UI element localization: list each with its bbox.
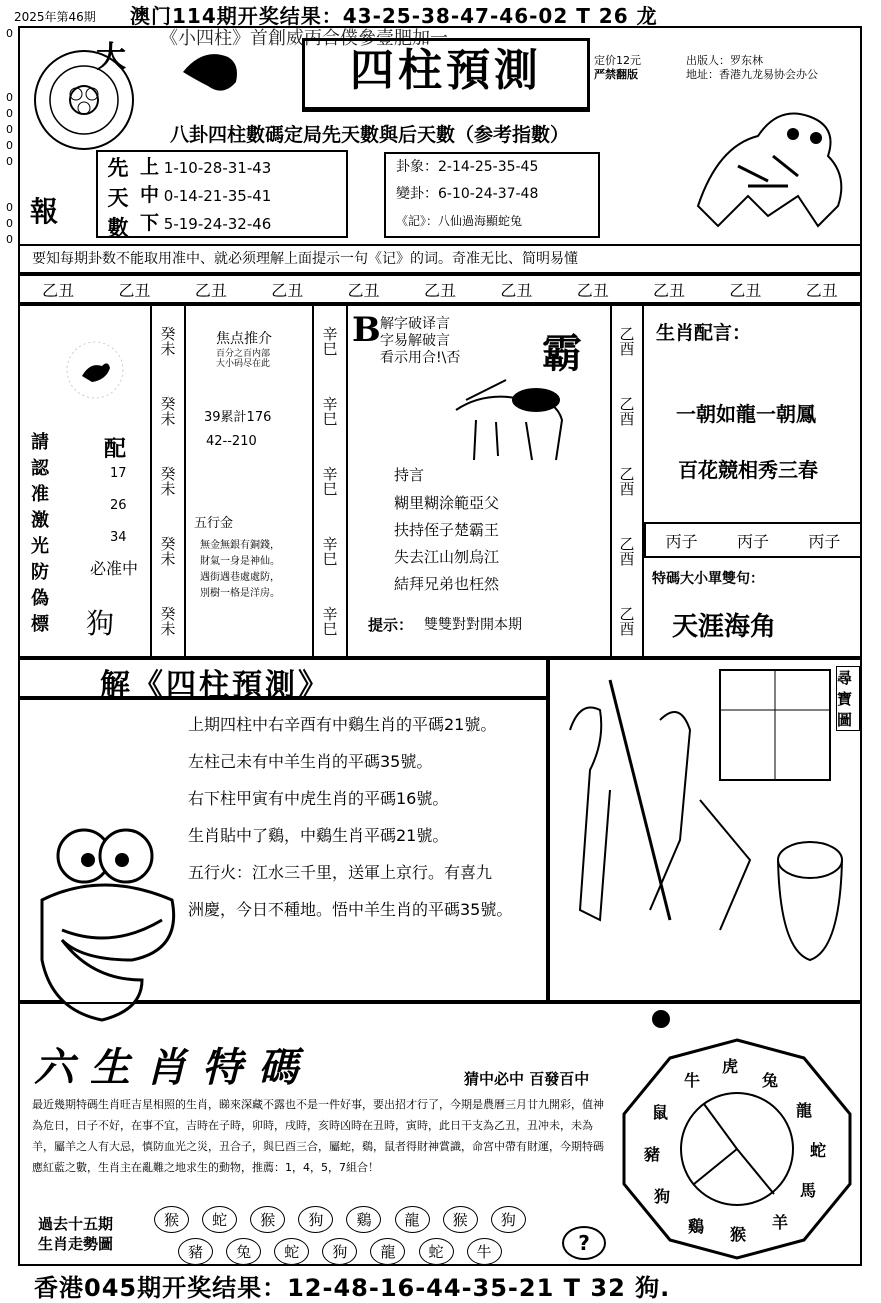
jie-line: 生肖貼中了鷄，中鷄生肖平碼21號。 [188, 826, 449, 845]
address-label: 地址：香港九龙易协会办公 [686, 68, 818, 81]
guiwei-cell: 癸未 [158, 606, 177, 636]
publisher-label: 出版人：罗东林 [686, 54, 763, 67]
rooster-icon [60, 340, 130, 404]
tip-text: 雙雙對對開本期 [424, 617, 522, 633]
subtitle: 《小四柱》首創威丙合僕參壹肥加一 [160, 28, 448, 49]
page-title: 四柱預測 [302, 38, 590, 112]
ganzhi-cell: 乙丑 [805, 280, 838, 300]
poem-line: 無金無銀有銅錢， [200, 540, 280, 551]
left-zero-column [6, 26, 16, 248]
zero-mark: 0 [6, 155, 13, 168]
poem-line: 失去江山刎烏江 [394, 548, 500, 566]
wuxing-title: 五行金 [194, 516, 234, 531]
dog-label: 狗 [86, 607, 115, 640]
yiyou-cell: 乙酉 [617, 466, 636, 496]
pei-number: 17 [110, 466, 127, 481]
lion-illustration [678, 86, 856, 240]
slogan: 猜中必中 百發百中 [464, 1070, 590, 1088]
trend-label-line: 生肖走勢圖 [38, 1235, 114, 1253]
guiwei-cell: 癸未 [158, 396, 177, 426]
zodiac-line: 百花競相秀三春 [678, 458, 818, 482]
ganzhi-cell: 乙丑 [729, 280, 762, 300]
bingzi-cell: 丙子 [808, 531, 841, 551]
gua-row: 《記》：八仙過海顯蛇兔 [396, 214, 523, 228]
seal-icon [36, 52, 132, 148]
poem-line: 別樹一格是洋房。 [200, 588, 280, 599]
tip-label: 提示： [368, 616, 414, 634]
wheel-label: 牛 [684, 1071, 701, 1090]
jie-line: 右下柱甲寅有中虎生肖的平碼16號。 [188, 789, 449, 808]
seal-logo [34, 50, 134, 150]
anti-fake-vertical [28, 428, 52, 635]
trend-cell: 狗 [322, 1238, 357, 1265]
left-vertical-da: 大 [96, 40, 126, 75]
zero-mark: 0 [6, 233, 13, 246]
zero-mark: 0 [6, 217, 13, 230]
treasure-illustration [548, 658, 862, 1002]
trend-cell: 蛇 [419, 1238, 454, 1265]
jie-line: 五行火：江水三千里，送軍上京行。有喜九 [188, 863, 493, 882]
yiyou-column [610, 304, 644, 658]
wheel-label: 羊 [772, 1213, 789, 1232]
wheel-label: 狗 [654, 1187, 671, 1206]
question-mark: ? [562, 1226, 606, 1260]
zero-mark: 0 [6, 139, 13, 152]
wheel-label: 蛇 [810, 1141, 827, 1160]
hk-result: 香港045期开奖结果：12-48-16-44-35-21 T 32 狗. [34, 1274, 671, 1302]
ganzhi-cell: 乙丑 [423, 280, 456, 300]
zero-mark: 0 [6, 201, 13, 214]
ganzhi-cell: 乙丑 [194, 280, 227, 300]
xinsi-cell: 辛巳 [320, 326, 339, 356]
zodiac-title: 生肖配言： [656, 322, 752, 344]
price-label: 定价12元 [594, 54, 641, 67]
guiwei-cell: 癸未 [158, 326, 177, 356]
poem-title: 持言 [394, 466, 425, 484]
copyright-label: 严禁翻版 [594, 68, 638, 81]
zodiac-wheel [614, 1034, 860, 1264]
riddle-line: 字易解破言 [380, 333, 450, 349]
trend-row-1 [150, 1206, 530, 1233]
yiyou-cell: 乙酉 [617, 606, 636, 636]
ganzhi-cell: 乙丑 [42, 280, 75, 300]
xunbao-label: 尋寶圖 [836, 666, 860, 731]
guiwei-cell: 癸未 [158, 466, 177, 496]
bingzi-cell: 丙子 [665, 531, 698, 551]
hit-label: 必准中 [90, 559, 139, 578]
focus-stat: 42--210 [206, 434, 257, 449]
riddle-line: 解字破译言 [380, 316, 450, 332]
ganzhi-cell: 乙丑 [653, 280, 686, 300]
bingzi-cell: 丙子 [736, 531, 769, 551]
pei-number: 34 [110, 530, 127, 545]
wuxing-poem [200, 538, 280, 602]
riddle-line: 看示用合!\否 [380, 350, 461, 366]
pei-number: 26 [110, 498, 127, 513]
xinsi-cell: 辛巳 [320, 536, 339, 566]
special-title: 特碼大小單雙句： [652, 571, 764, 587]
poem-line: 遇街遇巷處處防， [200, 572, 280, 583]
ganzhi-cell: 乙丑 [271, 280, 304, 300]
trend-cell: 狗 [298, 1206, 333, 1233]
trend-cell: 鷄 [346, 1206, 381, 1233]
poem-line: 結拜兄弟也枉然 [394, 575, 500, 593]
xiantian-label: 天 [107, 186, 129, 210]
xinsi-column [312, 304, 348, 658]
trend-cell: 蛇 [202, 1206, 237, 1233]
poem-line: 扶持侄子楚霸王 [394, 521, 500, 539]
wheel-label: 馬 [800, 1181, 817, 1200]
trend-label-line: 過去十五期 [38, 1215, 114, 1233]
trend-cell: 猴 [250, 1206, 285, 1233]
xiantian-row: 下 5-19-24-32-46 [140, 212, 272, 234]
zero-mark: 0 [6, 123, 13, 136]
jie-line: 洲慶，今日不種地。悟中羊生肖的平碼35號。 [188, 900, 513, 919]
zero-mark: 0 [6, 107, 13, 120]
vertical-char: 偽 [31, 588, 49, 609]
riddle-b: B [352, 310, 381, 350]
bottom-big-title: 六生肖特碼 [34, 1044, 314, 1091]
special-value: 天涯海角 [672, 612, 777, 642]
xiantian-row: 中 0-14-21-35-41 [140, 184, 272, 206]
issue-label: 2025年第46期 [14, 10, 96, 24]
wheel-label: 猴 [730, 1225, 747, 1244]
trend-cell: 蛇 [274, 1238, 309, 1265]
bingzi-row [644, 522, 862, 558]
scene-icon [550, 660, 860, 1000]
xiantian-label: 數 [107, 216, 129, 240]
gua-row: 卦象：2-14-25-35-45 [396, 159, 539, 175]
xinsi-cell: 辛巳 [320, 396, 339, 426]
wheel-label: 豬 [644, 1145, 661, 1164]
focus-stat: 39累計176 [204, 410, 272, 425]
focus-title: 焦点推介 [216, 331, 272, 347]
poem-line: 財氣一身是神仙。 [200, 556, 280, 567]
poem-line: 糊里糊涂範亞父 [394, 494, 500, 512]
vertical-char: 請 [31, 432, 49, 453]
wheel-label: 兔 [762, 1071, 779, 1090]
xiantian-row: 上 1-10-28-31-43 [140, 156, 272, 178]
riddle-lines [380, 316, 460, 367]
wheel-label: 鼠 [652, 1103, 669, 1122]
gua-row: 變卦：6-10-24-37-48 [396, 186, 539, 202]
trend-cell: 猴 [154, 1206, 189, 1233]
jie-title: 解《四柱預測》 [100, 668, 331, 703]
trend-cell: 猴 [443, 1206, 478, 1233]
xinsi-cell: 辛巳 [320, 606, 339, 636]
left-vertical-bao: 報 [30, 195, 59, 228]
guiwei-cell: 癸未 [158, 536, 177, 566]
jie-line: 上期四柱中右辛酉有中鷄生肖的平碼21號。 [188, 715, 497, 734]
wheel-label: 鷄 [688, 1217, 705, 1236]
yiyou-cell: 乙酉 [617, 536, 636, 566]
guiwei-column [150, 304, 186, 658]
trend-label [38, 1214, 113, 1254]
section-heading: 八卦四柱數碼定局先天數與后天數（参考指數） [170, 124, 570, 146]
black-dot [652, 1010, 670, 1028]
trend-cell: 兔 [226, 1238, 261, 1265]
wheel-label: 虎 [722, 1057, 739, 1076]
yiyou-cell: 乙酉 [617, 396, 636, 426]
focus-sub: 大小码尽在此 [216, 359, 271, 369]
notice-bar: 要知每期卦数不能取用准中、就必须理解上面提示一句《记》的词。奇准无比、简明易懂 [18, 244, 862, 274]
bottom-paragraph: 最近幾期特碼生肖旺吉星相照的生肖，睇來深藏不露也不是一件好事，要出招才行了，今期是農曆三月廿九開彩，值神為危日，日子不好，在事不宜，吉時在子時，卯時，戌時，亥時凶時在丑時，寅時，此日干支為乙丑，丑冲未，未為羊，屬羊之人有大忌，慎防血光之災，丑合子，與巳酉三合，屬蛇，鷄，鼠者得財神賞識，命宮中帶有財運，今期特碼應紅藍之數，生肖主在亂難之地求生的動物，推薦：1，4，5，7組合！ [32, 1098, 604, 1174]
trend-cell: 牛 [467, 1238, 502, 1265]
yiyou-cell: 乙酉 [617, 326, 636, 356]
trend-cell: 豬 [178, 1238, 213, 1265]
jie-line: 左柱己未有中羊生肖的平碼35號。 [188, 752, 433, 771]
gua-box [384, 152, 600, 238]
zero-mark: 0 [6, 91, 13, 104]
riddle-poem [394, 490, 499, 598]
horse-sketch-icon [446, 370, 576, 474]
ganzhi-row [18, 274, 862, 304]
vertical-char: 光 [31, 536, 49, 557]
focus-sub: 百分之百内部 [216, 349, 271, 359]
macau-result: 澳门114期开奖结果：43-25-38-47-46-02 T 26 龙 [130, 4, 658, 28]
xiantian-label: 先 [107, 156, 129, 180]
ganzhi-cell: 乙丑 [347, 280, 380, 300]
vertical-char: 認 [31, 458, 49, 479]
xiantian-box [96, 150, 348, 238]
xinsi-cell: 辛巳 [320, 466, 339, 496]
vertical-char: 防 [31, 562, 49, 583]
bird-ink-icon [178, 42, 244, 104]
vertical-char: 准 [31, 484, 49, 505]
wheel-label: 龍 [796, 1101, 813, 1120]
ba-char: 霸 [542, 330, 582, 377]
ganzhi-cell: 乙丑 [576, 280, 609, 300]
trend-cell: 狗 [491, 1206, 526, 1233]
zero-mark: 0 [6, 27, 13, 40]
trend-row-2 [174, 1238, 506, 1265]
vertical-char: 標 [31, 614, 49, 635]
ganzhi-cell: 乙丑 [118, 280, 151, 300]
vertical-char: 激 [31, 510, 49, 531]
trend-cell: 龍 [370, 1238, 405, 1265]
ganzhi-cell: 乙丑 [500, 280, 533, 300]
jie-lines [188, 706, 512, 928]
zodiac-line: 一朝如龍一朝鳳 [676, 402, 816, 426]
trend-cell: 龍 [395, 1206, 430, 1233]
pei-label: 配 [104, 436, 127, 462]
